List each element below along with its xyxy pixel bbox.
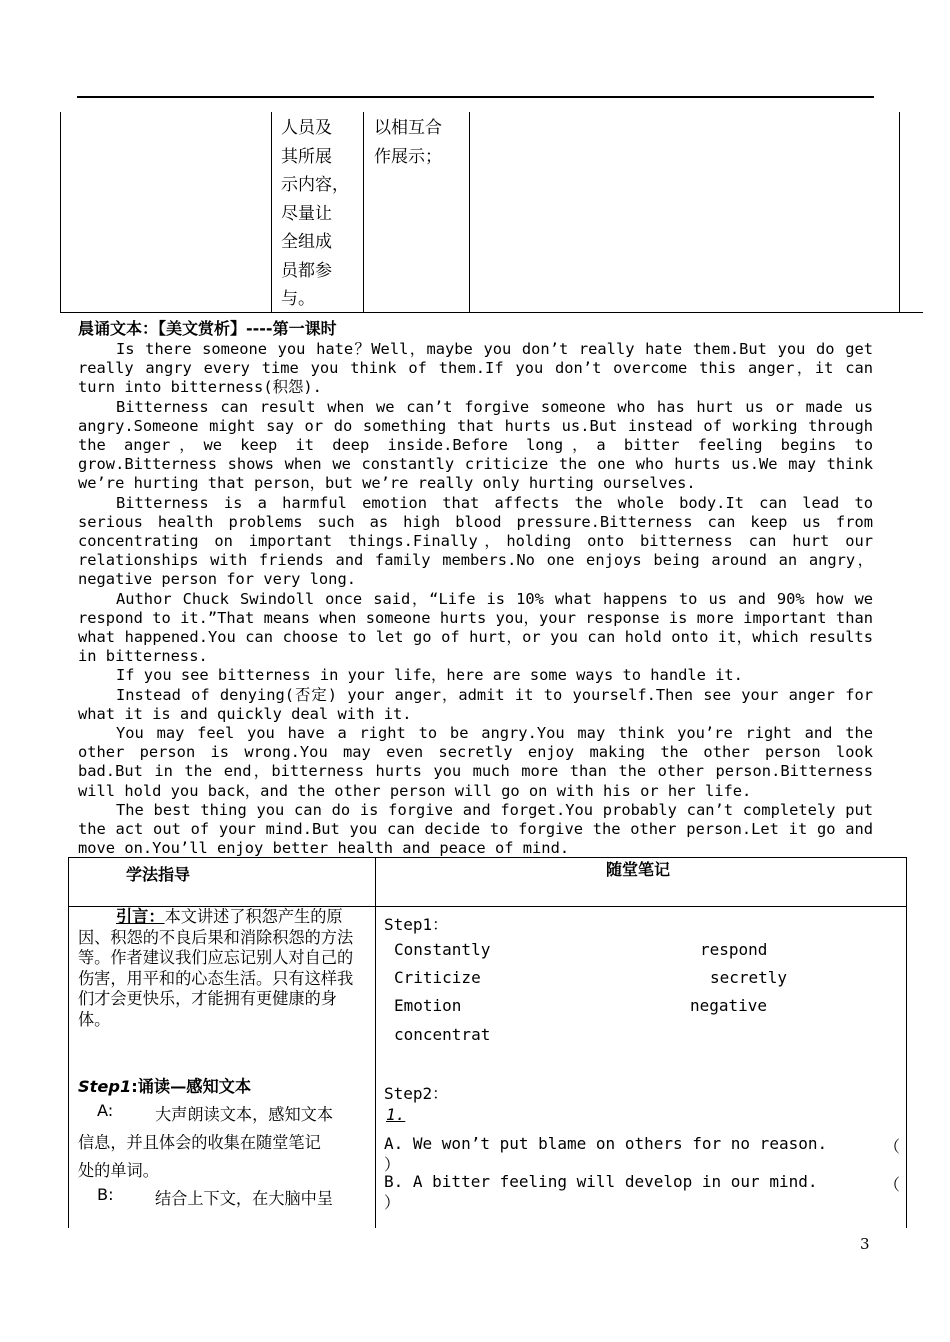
cell-line: 全组成 [281, 232, 332, 252]
item-a-label: A: [97, 1101, 114, 1120]
item-a-text-1: 大声朗读文本，感知文本 [155, 1105, 334, 1124]
paragraph: Bitterness is a harmful emotion that affects the whole body.It can lead to serious health problems such as high blood pressure.Bitterness can keep us from concentrating on important things.Finally，holding onto bitterness can hurt our relationships with friends and family members.No one enjoys being around an angry，negative person for very long. [78, 493, 873, 589]
paragraph: Is there someone you hate？Well，maybe you don’t really hate them.But you do get really angry every time you think of them.If you don’t overcome this anger，it can turn into bitterness(积怨). [78, 340, 873, 397]
header-rule [77, 96, 874, 98]
step1-label: Step1 [78, 1077, 132, 1096]
vocab-word: secretly [710, 968, 788, 987]
paragraph: Instead of denying(否定) your anger，admit it to yourself.Then see your anger for what it is and quickly deal with it. [78, 685, 873, 723]
cell-line: 示内容， [281, 175, 349, 195]
item-a-text-3: 处的单词。 [78, 1161, 159, 1180]
intro-body: 本文讲述了积怨产生的原因、积怨的不良后果和消除积怨的方法等。作者建议我们应忘记别人对自己的伤害，用平和的心态生活。只有这样我们才会更快乐，才能拥有更健康的身体。 [78, 907, 354, 1029]
answer-paren-close: ） [384, 1155, 401, 1174]
vocab-word: concentrat [394, 1025, 491, 1044]
intro-label: 引言： [116, 907, 165, 926]
article-body [78, 340, 873, 858]
col-divider [469, 112, 470, 312]
col-divider [375, 858, 376, 1228]
section-title: 晨诵文本：【美文赏析】----第一课时 [78, 319, 337, 338]
paragraph: You may feel you have a right to be angry.You may think you’re right and the other person is wrong.You may even secretly enjoy making the other person look bad.But in the end，bitterness hurts you much more than the other person.Bitterness will hold you back，and the other person will go on with his or her life. [78, 724, 873, 800]
top-table [60, 112, 923, 313]
answer-paren-close: ） [384, 1193, 401, 1212]
cell-line: 员都参 [281, 260, 332, 281]
paragraph: Bitterness can result when we can’t forgive someone who has hurt us or made us angry.Someone might say or do something that hurts us.But instead of working through the anger，we keep it deep inside.Before long，a bitter feeling begins to grow.Bitterness shows when we constantly criticize the one who hurts us.We may think we’re hurting that person，but we’re really only hurting ourselves. [78, 397, 873, 493]
answer-paren-open: （ [884, 1175, 901, 1194]
vocab-word: respond [700, 940, 768, 959]
cell-line: 尽量让 [281, 203, 332, 224]
top-cell-3 [374, 114, 469, 171]
option-a: A. We won’t put blame on others for no reason. [384, 1134, 828, 1153]
step1-heading [78, 1073, 251, 1097]
vocab-word: Criticize [394, 968, 481, 987]
study-guide-header: 学法指导 [126, 865, 191, 884]
paragraph: If you see bitterness in your life，here are some ways to handle it. [116, 666, 743, 685]
page-number: 3 [860, 1235, 870, 1253]
item-a-text-2: 信息，并且体会的收集在随堂笔记 [78, 1133, 321, 1152]
col-divider [271, 112, 272, 312]
cell-line: 以相互合 [374, 118, 442, 138]
cell-line: 其所展 [281, 146, 332, 167]
top-cell-2 [281, 114, 361, 314]
option-b: B. A bitter feeling will develop in our mind. [384, 1172, 818, 1191]
paragraph: The best thing you can do is forgive and forget.You probably can’t completely put the act out of your mind.But you can decide to forgive the other person.Let it go and move on.You’ll enjoy better health and peace of mind. [78, 800, 873, 858]
cell-line: 作展示； [374, 146, 442, 167]
col-divider [899, 112, 900, 312]
cell-line: 人员及 [281, 118, 332, 138]
notes-step1: Step1： [384, 915, 449, 934]
vocab-word: negative [690, 996, 768, 1015]
item-b-label: B: [97, 1185, 114, 1204]
paragraph: Author Chuck Swindoll once said，“Life is 10% what happens to us and 90% how we respond to it.”That means when someone hurts you，your response is more important than what happened.You can choose to let go of hurt，or you can hold onto it，which results in bitterness. [78, 589, 873, 666]
item-b-text: 结合上下文，在大脑中呈 [155, 1189, 334, 1208]
step1-title: :诵读—感知文本 [131, 1077, 252, 1096]
vocab-word: Constantly [394, 940, 491, 959]
vocab-word: Emotion [394, 996, 462, 1015]
answer-paren-open: （ [884, 1137, 901, 1156]
cell-line: 与。 [281, 289, 315, 309]
notes-header: 随堂笔记 [606, 860, 671, 879]
intro-text [78, 907, 366, 1030]
notes-step2: Step2： [384, 1084, 449, 1103]
col-divider [363, 112, 364, 312]
question-number: 1. [386, 1105, 406, 1124]
